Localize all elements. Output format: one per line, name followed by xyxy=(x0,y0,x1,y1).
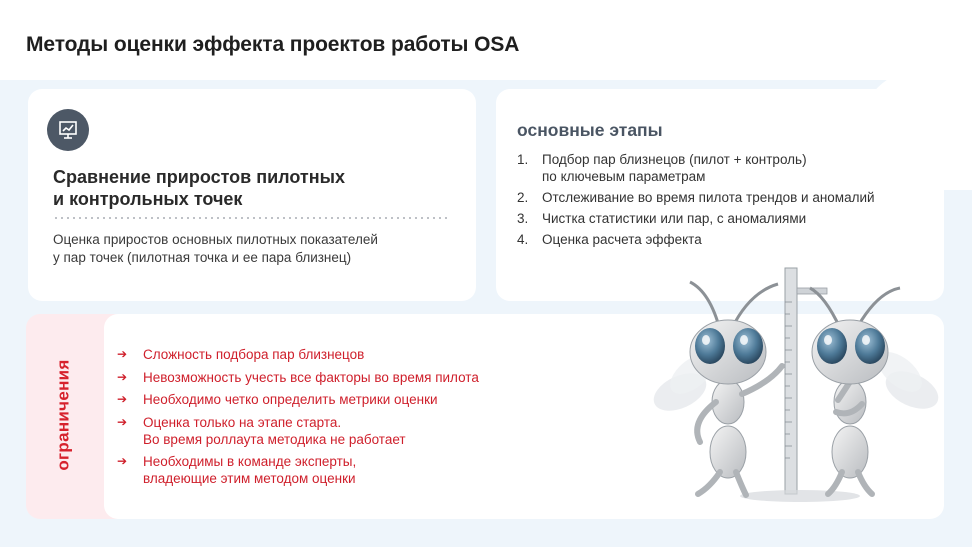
list-item: ➔ Невозможность учесть все факторы во время пилота xyxy=(117,369,479,385)
steps-heading: основные этапы xyxy=(517,120,663,140)
list-item: 3. Чистка статистики или пар, с аномалиями xyxy=(517,211,807,226)
list-item: 2. Отслеживание во время пилота трендов и аномалий xyxy=(517,190,875,205)
arrow-right-icon: ➔ xyxy=(117,392,128,406)
steps-list xyxy=(517,151,927,252)
list-item: 4. Оценка расчета эффекта xyxy=(517,232,702,247)
arrow-right-icon: ➔ xyxy=(117,454,128,468)
list-item: ➔ Сложность подбора пар близнецов xyxy=(117,347,365,362)
limits-list xyxy=(117,346,537,493)
page-title: Методы оценки эффекта проектов работы OSA xyxy=(26,33,520,56)
list-item: ➔ Необходимы в команде эксперты, владеющие этим методом оценки xyxy=(117,454,357,486)
method-description: Оценка приростов основных пилотных показателей у пар точек (пилотная точка и ее пара близнец) xyxy=(53,232,378,265)
list-item: 1. Подбор пар близнецов (пилот + контроль) по ключевым параметрам xyxy=(517,152,807,184)
method-heading: Сравнение приростов пилотных и контрольных точек xyxy=(53,167,345,209)
arrow-right-icon: ➔ xyxy=(117,414,128,429)
presentation-chart-icon xyxy=(47,109,89,151)
arrow-right-icon: ➔ xyxy=(117,347,128,361)
dotted-divider xyxy=(53,217,451,219)
arrow-right-icon: ➔ xyxy=(117,369,128,384)
bugs-illustration xyxy=(650,262,950,507)
limits-label: ограничения xyxy=(54,359,74,471)
list-item: ➔ Необходимо четко определить метрики оценки xyxy=(117,392,438,407)
list-item: ➔ Оценка только на этапе старта. Во время роллаута методика не работает xyxy=(117,414,406,447)
